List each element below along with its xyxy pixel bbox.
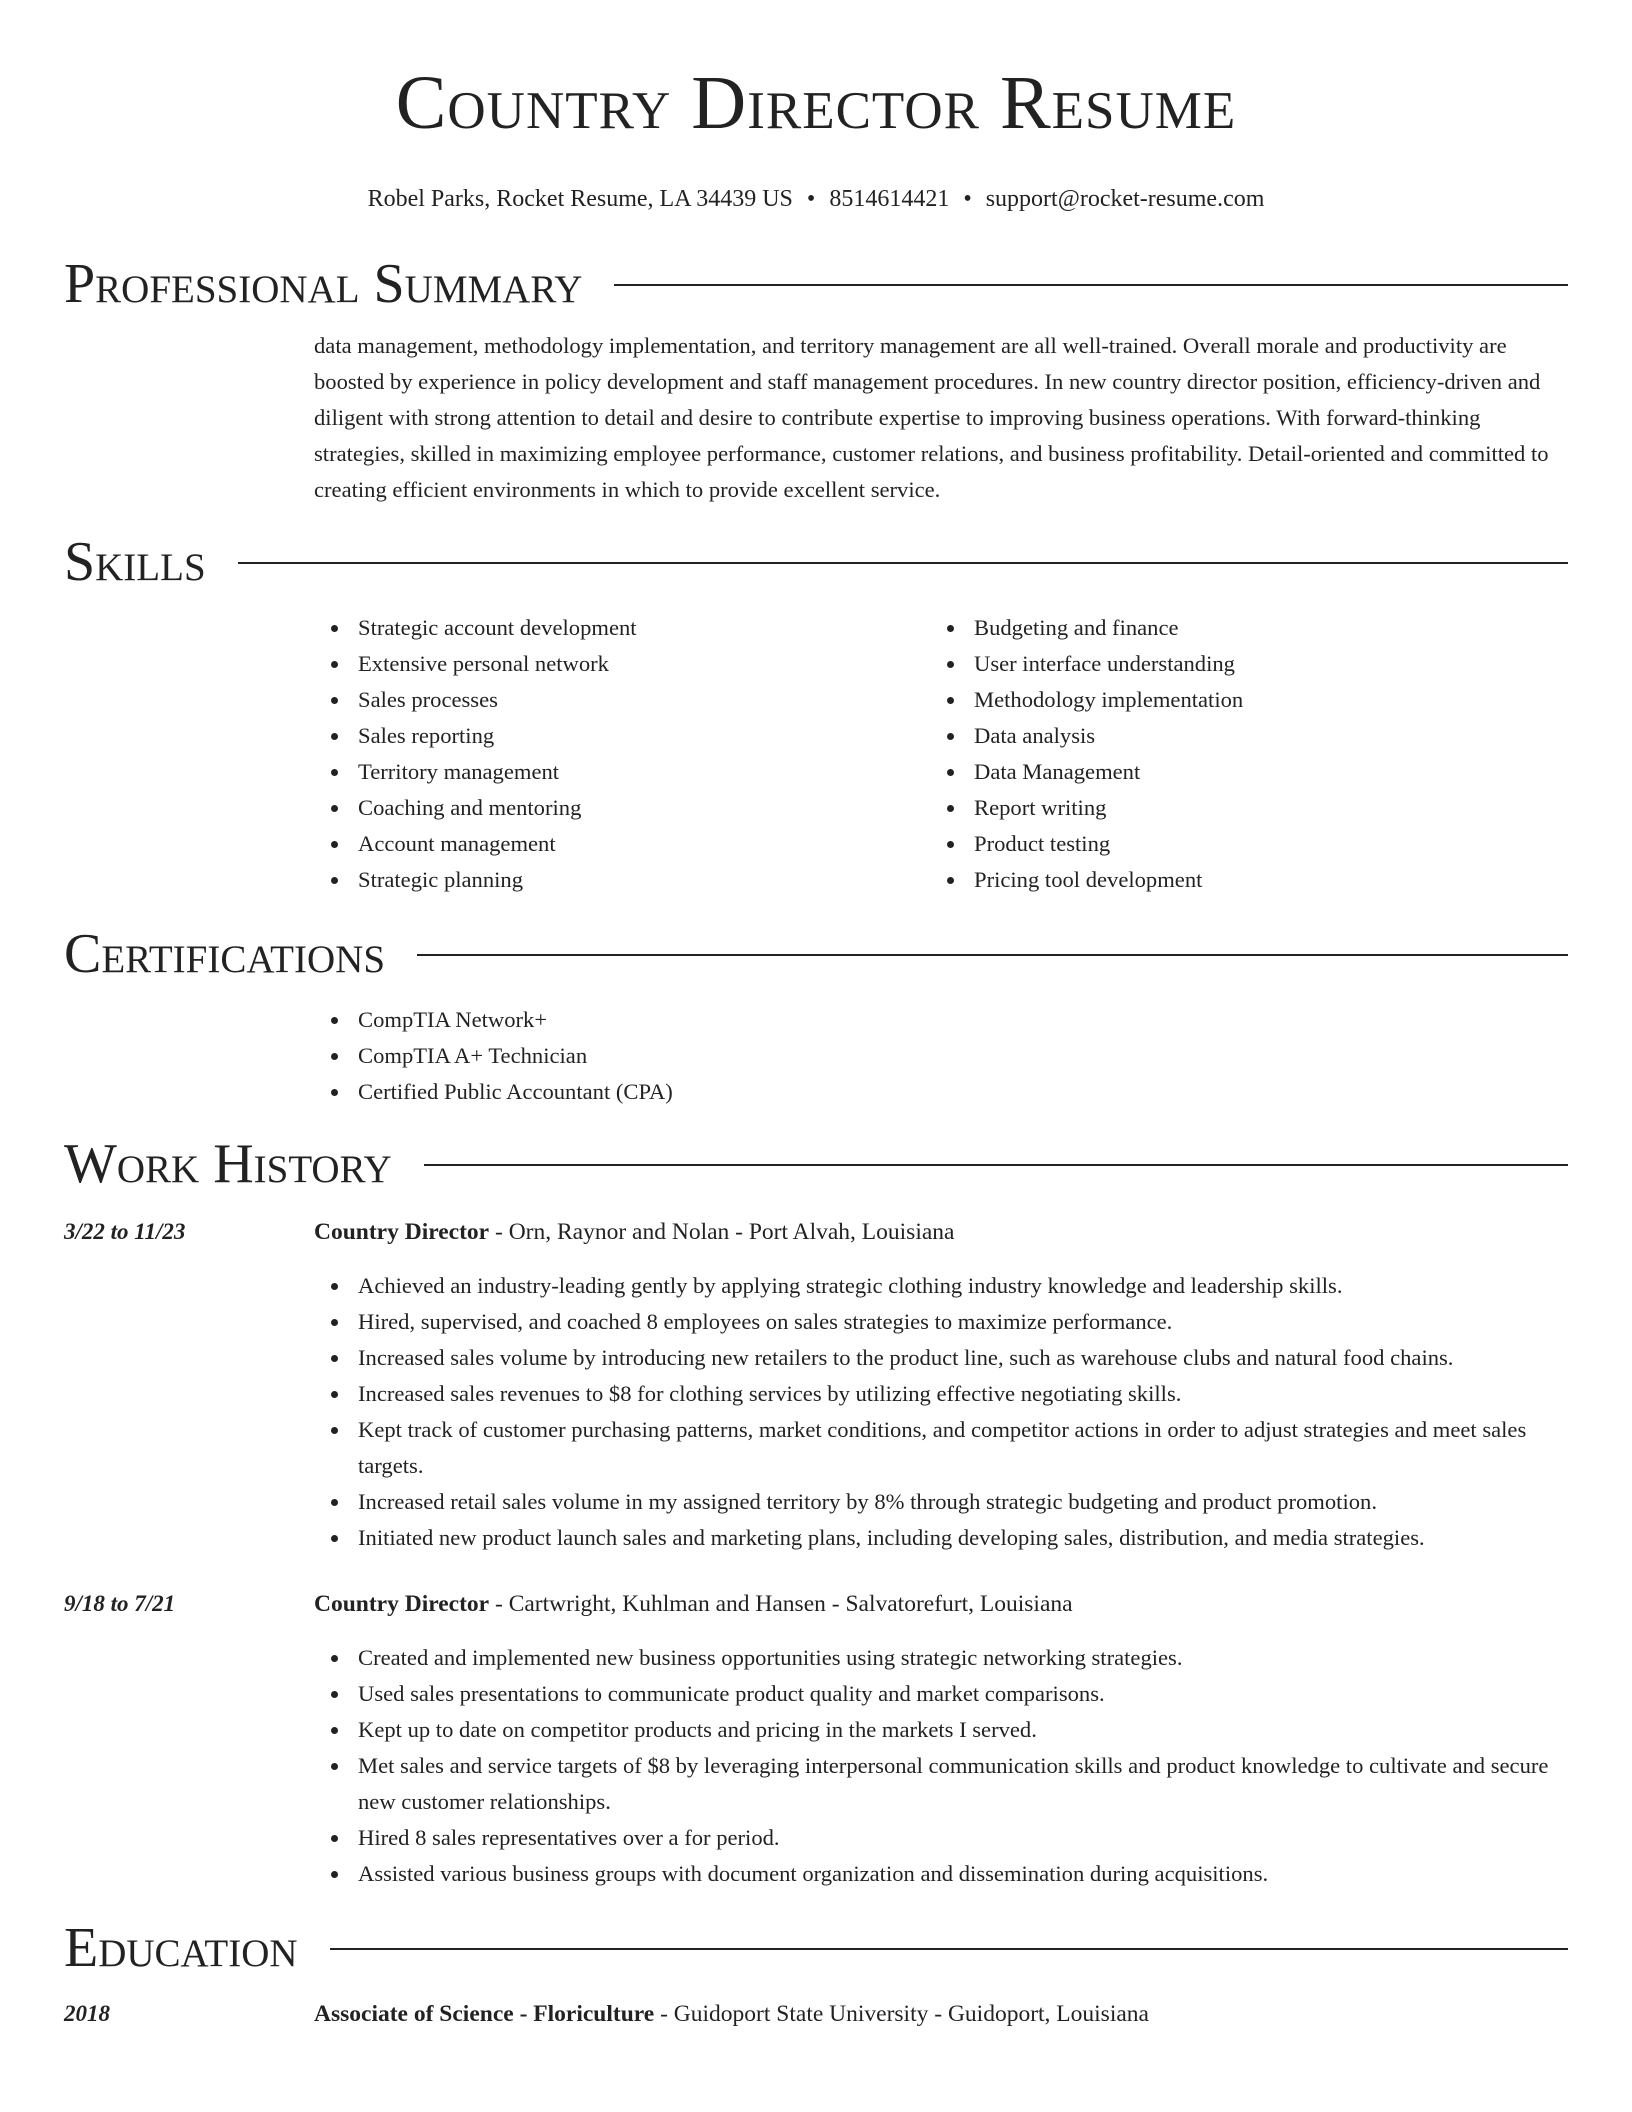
list-item: Initiated new product launch sales and marketing plans, including developing sales, distribution, and media strategies. xyxy=(314,1520,1568,1556)
list-item: Achieved an industry-leading gently by applying strategic clothing industry knowledge and leadership skills. xyxy=(314,1268,1568,1304)
job-title: Country Director xyxy=(314,1219,490,1245)
job-dates: 3/22 to 11/23 xyxy=(64,1219,186,1244)
section-heading-education: Education xyxy=(64,1917,298,1979)
list-item: Created and implemented new business opportunities using strategic networking strategies. xyxy=(314,1640,1568,1676)
list-item: Certified Public Accountant (CPA) xyxy=(314,1074,1568,1110)
list-item: Increased retail sales volume in my assigned territory by 8% through strategic budgeting and product promotion. xyxy=(314,1484,1568,1520)
list-item: Report writing xyxy=(930,790,1546,826)
section-divider xyxy=(238,562,1568,564)
section-work-header xyxy=(64,1132,1568,1196)
list-item: User interface understanding xyxy=(930,646,1546,682)
list-item: Pricing tool development xyxy=(930,862,1546,898)
skills-list-right xyxy=(930,610,1546,898)
list-item: Methodology implementation xyxy=(930,682,1546,718)
education-entry xyxy=(64,1996,1568,2032)
list-item: Product testing xyxy=(930,826,1546,862)
list-item: Sales reporting xyxy=(314,718,930,754)
list-item: CompTIA Network+ xyxy=(314,1002,1568,1038)
section-certifications-header xyxy=(64,922,1568,986)
job-entry xyxy=(64,1214,1568,1556)
section-divider xyxy=(614,284,1568,286)
summary-text: data management, methodology implementation, and territory management are all well-trained. Overall morale and productivity are boosted by experience in policy development and staff management procedures. In new country director position, efficiency-driven and diligent with strong attention to detail and desire to contribute expertise to improving business operations. With forward-thinking strategies, skilled in maximizing employee performance, customer relations, and business profitability. Detail-oriented and committed to creating efficient environments in which to provide excellent service. xyxy=(314,333,1549,502)
certifications-list xyxy=(314,1002,1568,1110)
section-summary-header xyxy=(64,252,1568,316)
list-item: Territory management xyxy=(314,754,930,790)
section-divider xyxy=(424,1164,1568,1166)
section-heading-summary: Professional Summary xyxy=(64,253,583,315)
list-item: Extensive personal network xyxy=(314,646,930,682)
list-item: Data analysis xyxy=(930,718,1546,754)
job-bullets xyxy=(314,1640,1568,1892)
education-year: 2018 xyxy=(64,2001,110,2026)
page-title: Country Director Resume xyxy=(395,61,1237,145)
job-employer: - Orn, Raynor and Nolan - Port Alvah, Louisiana xyxy=(489,1219,955,1245)
list-item: Met sales and service targets of $8 by leveraging interpersonal communication skills and product knowledge to cultivate and secure new customer relationships. xyxy=(314,1748,1568,1820)
contact-phone: 8514614421 xyxy=(829,186,950,212)
education-degree: Associate of Science - Floriculture xyxy=(314,2001,655,2027)
skills-grid xyxy=(314,610,1568,898)
contact-separator: • xyxy=(963,186,972,212)
list-item: Data Management xyxy=(930,754,1546,790)
list-item: Hired, supervised, and coached 8 employees on sales strategies to maximize performance. xyxy=(314,1304,1568,1340)
list-item: Kept track of customer purchasing patterns, market conditions, and competitor actions in order to adjust strategies and meet sales targets. xyxy=(314,1412,1568,1484)
list-item: Coaching and mentoring xyxy=(314,790,930,826)
list-item: Account management xyxy=(314,826,930,862)
job-body xyxy=(314,1214,1568,1556)
education-heading xyxy=(314,1996,1568,2032)
job-dates: 9/18 to 7/21 xyxy=(64,1591,176,1616)
education-list xyxy=(64,1996,1568,2032)
work-history-list xyxy=(64,1214,1568,1892)
job-title: Country Director xyxy=(314,1591,490,1617)
contact-separator: • xyxy=(806,186,816,212)
list-item: Hired 8 sales representatives over a for period. xyxy=(314,1820,1568,1856)
job-entry xyxy=(64,1586,1568,1892)
job-bullets xyxy=(314,1268,1568,1556)
section-heading-certifications: Certifications xyxy=(64,923,386,985)
list-item: Kept up to date on competitor products and pricing in the markets I served. xyxy=(314,1712,1568,1748)
certifications-block xyxy=(314,1002,1568,1110)
list-item: Assisted various business groups with document organization and dissemination during acquisitions. xyxy=(314,1856,1568,1892)
list-item: Strategic account development xyxy=(314,610,930,646)
section-skills-header xyxy=(64,530,1568,594)
list-item: Budgeting and finance xyxy=(930,610,1546,646)
education-school: - Guidoport State University - Guidoport, Louisiana xyxy=(654,2001,1149,2027)
job-heading xyxy=(314,1214,1568,1250)
job-heading xyxy=(314,1586,1568,1622)
skills-list-left xyxy=(314,610,930,898)
section-divider xyxy=(417,954,1568,956)
list-item: Strategic planning xyxy=(314,862,930,898)
contact-address: Robel Parks, Rocket Resume, LA 34439 US xyxy=(367,186,793,212)
list-item: Sales processes xyxy=(314,682,930,718)
skills-column-right xyxy=(930,610,1546,898)
list-item: Increased sales volume by introducing new retailers to the product line, such as warehouse clubs and natural food chains. xyxy=(314,1340,1568,1376)
section-education-header xyxy=(64,1916,1568,1980)
section-divider xyxy=(330,1948,1568,1950)
list-item: CompTIA A+ Technician xyxy=(314,1038,1568,1074)
skills-column-left xyxy=(314,610,930,898)
job-employer: - Cartwright, Kuhlman and Hansen - Salvatorefurt, Louisiana xyxy=(489,1591,1073,1617)
job-body xyxy=(314,1586,1568,1892)
contact-email: support@rocket-resume.com xyxy=(985,186,1265,212)
section-heading-work: Work History xyxy=(64,1133,392,1195)
list-item: Used sales presentations to communicate product quality and market comparisons. xyxy=(314,1676,1568,1712)
contact-line xyxy=(64,184,1568,214)
list-item: Increased sales revenues to $8 for clothing services by utilizing effective negotiating skills. xyxy=(314,1376,1568,1412)
education-body xyxy=(314,1996,1568,2032)
section-heading-skills: Skills xyxy=(64,531,206,593)
